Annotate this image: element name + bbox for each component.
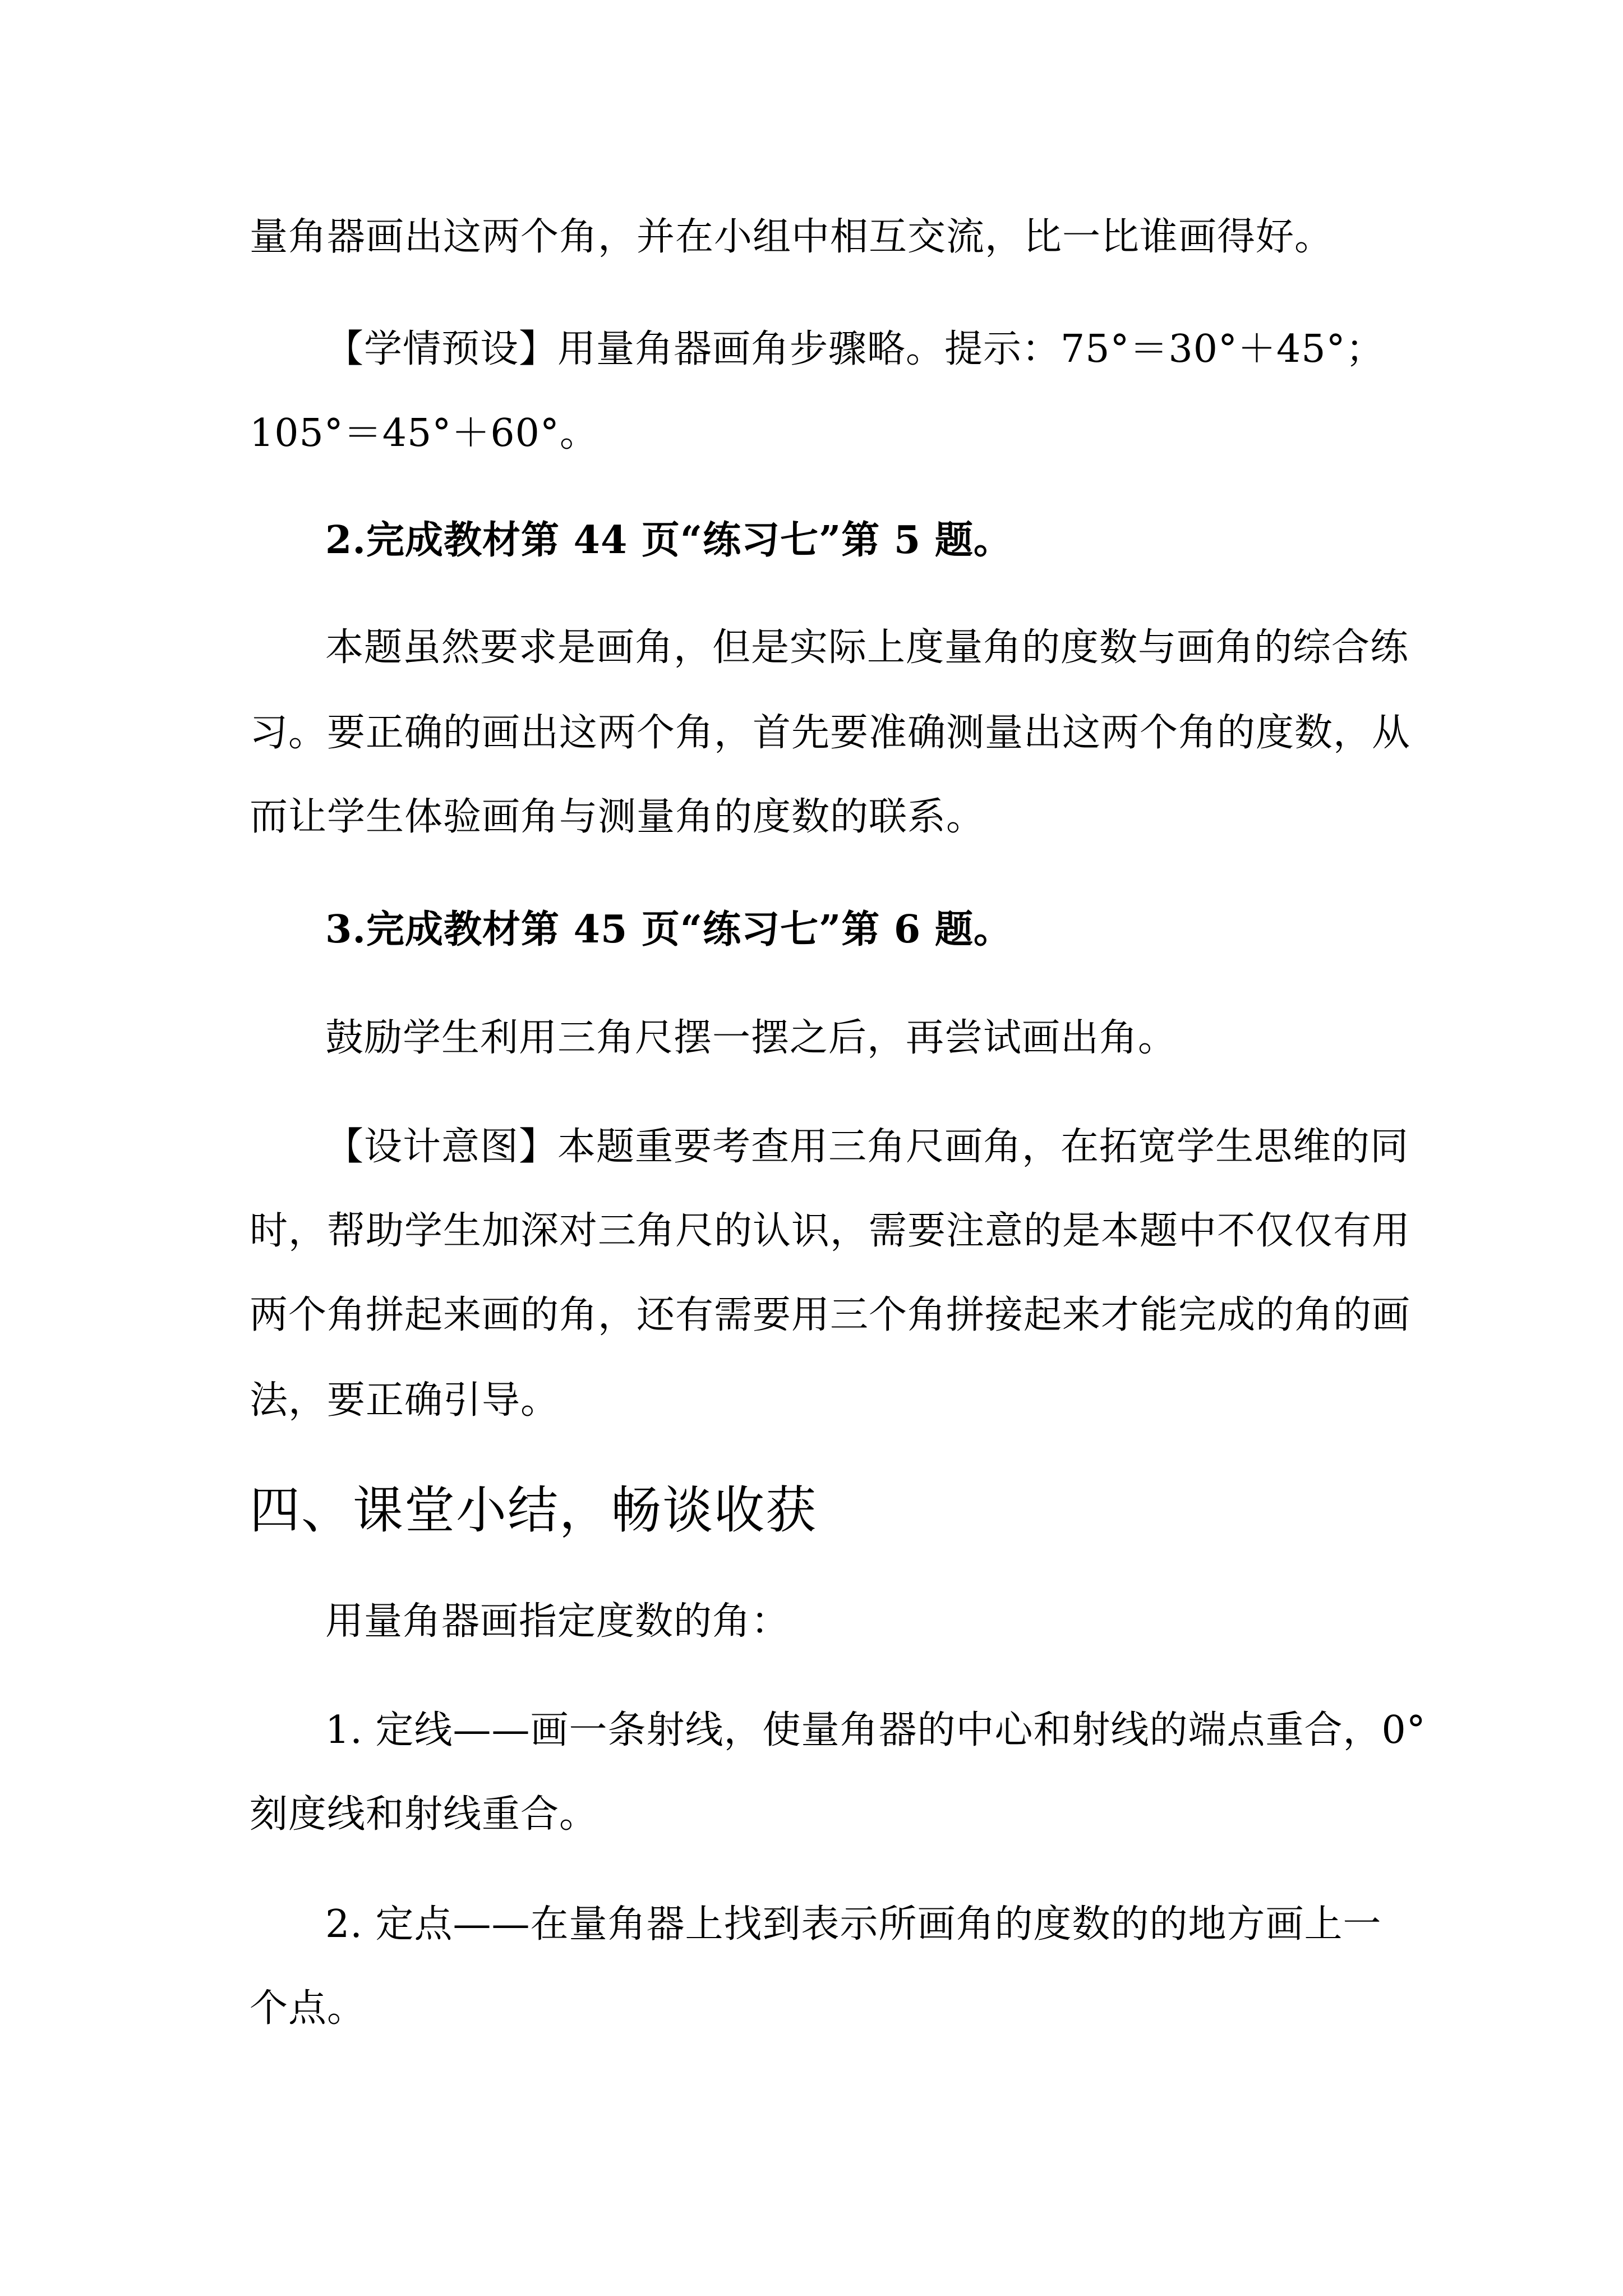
paragraph-line: 鼓励学生利用三角尺摆一摆之后，再尝试画出角。 [325, 1016, 1177, 1060]
section-title: 3.完成教材第 45 页“练习七”第 6 题。 [325, 907, 1012, 952]
paragraph-line: 个点。 [250, 1986, 366, 2031]
paragraph-line: 法，要正确引导。 [250, 1378, 560, 1423]
paragraph-line: 2. 定点——在量角器上找到表示所画角的度数的的地方画上一 [325, 1902, 1382, 1947]
paragraph-line: 而让学生体验画角与测量角的度数的联系。 [250, 795, 985, 839]
paragraph-line: 【学情预设】用量角器画角步骤略。提示：75°＝30°＋45°； [325, 327, 1385, 371]
paragraph-line: 两个角拼起来画的角，还有需要用三个角拼接起来才能完成的角的画 [250, 1293, 1411, 1337]
section-title: 2.完成教材第 44 页“练习七”第 5 题。 [325, 518, 1012, 563]
paragraph-line: 本题虽然要求是画角，但是实际上度量角的度数与画角的综合练 [325, 625, 1409, 670]
paragraph-line: 习。要正确的画出这两个角，首先要准确测量出这两个角的度数，从 [250, 711, 1411, 755]
paragraph-line: 105°＝45°＋60°。 [250, 411, 598, 455]
paragraph-line: 量角器画出这两个角，并在小组中相互交流，比一比谁画得好。 [250, 215, 1334, 259]
paragraph-line: 1. 定线——画一条射线，使量角器的中心和射线的端点重合，0° [325, 1708, 1426, 1752]
paragraph-line: 时，帮助学生加深对三角尺的认识，需要注意的是本题中不仅仅有用 [250, 1209, 1411, 1253]
chapter-heading: 四、课堂小结，畅谈收获 [250, 1481, 817, 1540]
paragraph-line: 【设计意图】本题重要考查用三角尺画角，在拓宽学生思维的同 [325, 1125, 1409, 1169]
paragraph-line: 刻度线和射线重合。 [250, 1792, 598, 1837]
paragraph-line: 用量角器画指定度数的角： [325, 1599, 790, 1644]
